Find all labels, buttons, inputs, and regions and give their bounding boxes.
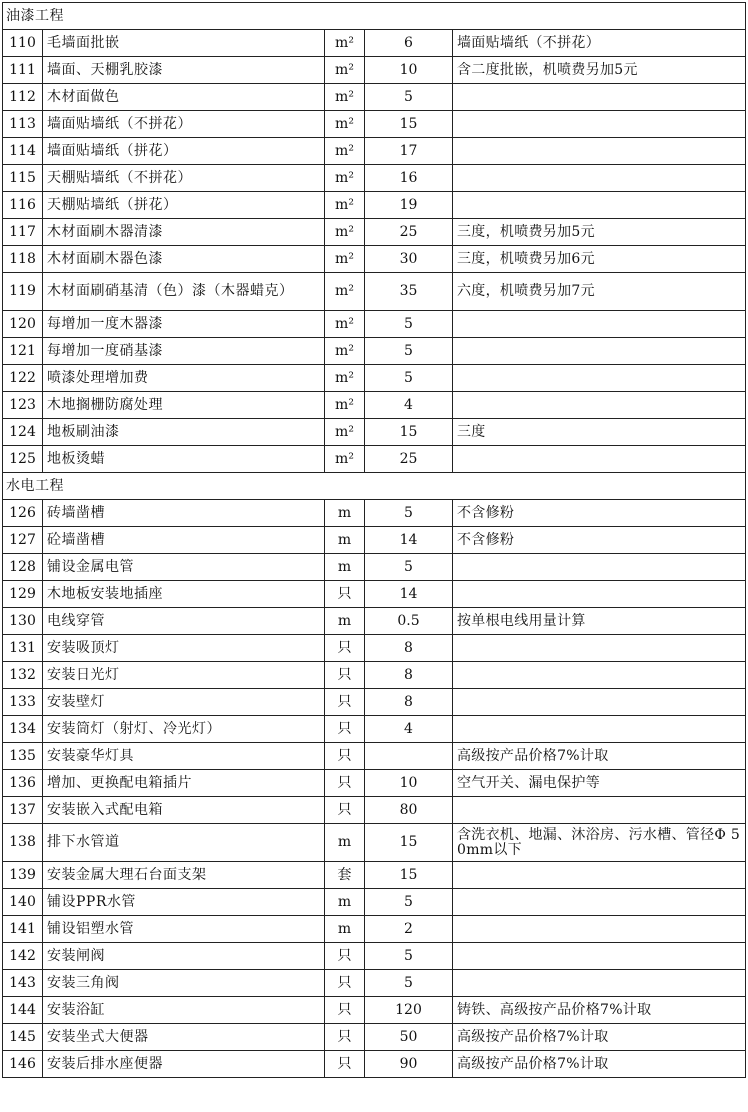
item-name: 安装坐式大便器 [43, 1024, 325, 1051]
item-note: 高级按产品价格7%计取 [453, 743, 746, 770]
item-name: 木材面刷木器清漆 [43, 219, 325, 246]
item-unit: 只 [325, 662, 365, 689]
item-note [453, 165, 746, 192]
item-number: 123 [3, 392, 43, 419]
item-note [453, 84, 746, 111]
table-row [3, 716, 746, 743]
item-number: 112 [3, 84, 43, 111]
item-price: 30 [365, 246, 453, 273]
item-unit: m [325, 608, 365, 635]
item-number: 118 [3, 246, 43, 273]
item-price: 10 [365, 57, 453, 84]
item-price: 90 [365, 1051, 453, 1078]
item-number: 127 [3, 527, 43, 554]
table-row [3, 689, 746, 716]
item-name: 砼墙凿槽 [43, 527, 325, 554]
item-name: 木地板安装地插座 [43, 581, 325, 608]
item-unit: m² [325, 84, 365, 111]
section-header-row [3, 473, 746, 500]
item-unit: m² [325, 338, 365, 365]
table-row [3, 970, 746, 997]
item-note: 高级按产品价格7%计取 [453, 1051, 746, 1078]
item-note: 铸铁、高级按产品价格7%计取 [453, 997, 746, 1024]
item-note: 三度，机喷费另加6元 [453, 246, 746, 273]
table-row [3, 997, 746, 1024]
item-price: 5 [365, 338, 453, 365]
item-note [453, 916, 746, 943]
item-number: 117 [3, 219, 43, 246]
table-row [3, 392, 746, 419]
table-row [3, 500, 746, 527]
table-row [3, 916, 746, 943]
table-row [3, 246, 746, 273]
item-price: 5 [365, 554, 453, 581]
item-price: 120 [365, 997, 453, 1024]
item-number: 115 [3, 165, 43, 192]
item-unit: m² [325, 273, 365, 311]
item-number: 110 [3, 30, 43, 57]
item-note: 含二度批嵌，机喷费另加5元 [453, 57, 746, 84]
item-number: 120 [3, 311, 43, 338]
item-unit: 只 [325, 743, 365, 770]
item-price: 17 [365, 138, 453, 165]
table-row [3, 192, 746, 219]
item-unit: m² [325, 311, 365, 338]
item-note: 三度 [453, 419, 746, 446]
item-name: 铺设PPR水管 [43, 889, 325, 916]
item-price: 5 [365, 943, 453, 970]
item-unit: 只 [325, 635, 365, 662]
item-price: 0.5 [365, 608, 453, 635]
item-number: 128 [3, 554, 43, 581]
item-price: 15 [365, 419, 453, 446]
table-row [3, 943, 746, 970]
table-row [3, 165, 746, 192]
item-name: 铺设金属电管 [43, 554, 325, 581]
item-number: 140 [3, 889, 43, 916]
table-row [3, 743, 746, 770]
item-name: 喷漆处理增加费 [43, 365, 325, 392]
item-name: 安装日光灯 [43, 662, 325, 689]
item-note [453, 970, 746, 997]
item-number: 129 [3, 581, 43, 608]
item-name: 每增加一度硝基漆 [43, 338, 325, 365]
item-name: 安装三角阀 [43, 970, 325, 997]
item-number: 143 [3, 970, 43, 997]
price-table [2, 2, 746, 1078]
item-note [453, 365, 746, 392]
item-unit: m² [325, 111, 365, 138]
item-note: 不含修粉 [453, 500, 746, 527]
table-row [3, 554, 746, 581]
item-name: 墙面贴墙纸（不拼花） [43, 111, 325, 138]
item-number: 111 [3, 57, 43, 84]
item-name: 安装浴缸 [43, 997, 325, 1024]
item-unit: m² [325, 419, 365, 446]
item-note [453, 797, 746, 824]
item-price: 5 [365, 84, 453, 111]
item-unit: 只 [325, 943, 365, 970]
table-row [3, 365, 746, 392]
item-price: 19 [365, 192, 453, 219]
item-note [453, 716, 746, 743]
item-name: 地板刷油漆 [43, 419, 325, 446]
item-price: 2 [365, 916, 453, 943]
item-number: 113 [3, 111, 43, 138]
item-unit: m [325, 824, 365, 862]
item-number: 138 [3, 824, 43, 862]
item-note [453, 111, 746, 138]
item-name: 墙面贴墙纸（拼花） [43, 138, 325, 165]
table-row [3, 581, 746, 608]
item-number: 130 [3, 608, 43, 635]
table-row [3, 446, 746, 473]
item-unit: m² [325, 446, 365, 473]
item-unit: 套 [325, 862, 365, 889]
item-unit: m² [325, 392, 365, 419]
table-row [3, 111, 746, 138]
item-name: 安装嵌入式配电箱 [43, 797, 325, 824]
item-note: 按单根电线用量计算 [453, 608, 746, 635]
item-number: 124 [3, 419, 43, 446]
table-row [3, 797, 746, 824]
item-price: 14 [365, 527, 453, 554]
item-name: 安装筒灯（射灯、冷光灯） [43, 716, 325, 743]
item-name: 毛墙面批嵌 [43, 30, 325, 57]
item-name: 木地搁栅防腐处理 [43, 392, 325, 419]
item-note: 三度，机喷费另加5元 [453, 219, 746, 246]
item-number: 133 [3, 689, 43, 716]
item-price [365, 743, 453, 770]
item-note [453, 311, 746, 338]
table-row [3, 84, 746, 111]
item-name: 铺设铝塑水管 [43, 916, 325, 943]
item-price: 15 [365, 862, 453, 889]
item-name: 每增加一度木器漆 [43, 311, 325, 338]
item-note [453, 943, 746, 970]
section-header-row [3, 3, 746, 30]
item-name: 安装壁灯 [43, 689, 325, 716]
table-row [3, 219, 746, 246]
item-price: 15 [365, 111, 453, 138]
item-name: 排下水管道 [43, 824, 325, 862]
item-note [453, 446, 746, 473]
item-number: 135 [3, 743, 43, 770]
item-name: 木材面刷硝基清（色）漆（木器蜡克） [43, 273, 325, 311]
item-note [453, 862, 746, 889]
item-name: 安装后排水座便器 [43, 1051, 325, 1078]
item-note [453, 192, 746, 219]
item-number: 145 [3, 1024, 43, 1051]
item-note [453, 581, 746, 608]
table-row [3, 30, 746, 57]
item-price: 5 [365, 500, 453, 527]
item-unit: m² [325, 57, 365, 84]
item-price: 25 [365, 219, 453, 246]
item-price: 10 [365, 770, 453, 797]
item-price: 4 [365, 716, 453, 743]
item-number: 141 [3, 916, 43, 943]
item-price: 14 [365, 581, 453, 608]
item-price: 50 [365, 1024, 453, 1051]
item-number: 134 [3, 716, 43, 743]
item-number: 125 [3, 446, 43, 473]
table-row [3, 770, 746, 797]
item-note [453, 662, 746, 689]
item-number: 137 [3, 797, 43, 824]
item-price: 15 [365, 824, 453, 862]
item-unit: m² [325, 192, 365, 219]
item-number: 146 [3, 1051, 43, 1078]
item-unit: m² [325, 30, 365, 57]
item-unit: 只 [325, 1051, 365, 1078]
item-unit: m [325, 554, 365, 581]
item-note: 高级按产品价格7%计取 [453, 1024, 746, 1051]
item-note: 空气开关、漏电保护等 [453, 770, 746, 797]
table-row [3, 273, 746, 311]
item-name: 天棚贴墙纸（拼花） [43, 192, 325, 219]
item-unit: m² [325, 138, 365, 165]
item-number: 122 [3, 365, 43, 392]
item-unit: m [325, 916, 365, 943]
table-row [3, 138, 746, 165]
item-name: 墙面、天棚乳胶漆 [43, 57, 325, 84]
item-number: 116 [3, 192, 43, 219]
item-note [453, 889, 746, 916]
table-row [3, 311, 746, 338]
item-name: 地板烫蜡 [43, 446, 325, 473]
item-number: 144 [3, 997, 43, 1024]
item-price: 8 [365, 662, 453, 689]
item-note: 六度，机喷费另加7元 [453, 273, 746, 311]
table-row [3, 889, 746, 916]
item-unit: m² [325, 365, 365, 392]
item-name: 砖墙凿槽 [43, 500, 325, 527]
item-name: 安装闸阀 [43, 943, 325, 970]
item-name: 木材面做色 [43, 84, 325, 111]
item-number: 136 [3, 770, 43, 797]
item-name: 安装豪华灯具 [43, 743, 325, 770]
item-price: 6 [365, 30, 453, 57]
table-row [3, 338, 746, 365]
item-unit: m² [325, 246, 365, 273]
item-name: 安装吸顶灯 [43, 635, 325, 662]
table-row [3, 635, 746, 662]
item-unit: 只 [325, 581, 365, 608]
item-price: 5 [365, 311, 453, 338]
item-price: 5 [365, 970, 453, 997]
item-number: 142 [3, 943, 43, 970]
item-price: 35 [365, 273, 453, 311]
item-note [453, 138, 746, 165]
item-note [453, 338, 746, 365]
item-unit: 只 [325, 970, 365, 997]
item-unit: m² [325, 165, 365, 192]
item-unit: m [325, 500, 365, 527]
item-note [453, 554, 746, 581]
table-row [3, 527, 746, 554]
item-name: 电线穿管 [43, 608, 325, 635]
item-name: 木材面刷木器色漆 [43, 246, 325, 273]
item-price: 8 [365, 635, 453, 662]
item-name: 增加、更换配电箱插片 [43, 770, 325, 797]
table-row [3, 862, 746, 889]
item-unit: 只 [325, 770, 365, 797]
item-price: 4 [365, 392, 453, 419]
item-unit: 只 [325, 689, 365, 716]
table-row [3, 608, 746, 635]
item-number: 139 [3, 862, 43, 889]
table-row [3, 57, 746, 84]
item-unit: m [325, 889, 365, 916]
item-price: 25 [365, 446, 453, 473]
item-note [453, 689, 746, 716]
table-row [3, 824, 746, 862]
item-number: 121 [3, 338, 43, 365]
table-row [3, 662, 746, 689]
item-unit: m² [325, 219, 365, 246]
item-price: 8 [365, 689, 453, 716]
item-number: 132 [3, 662, 43, 689]
table-row [3, 1051, 746, 1078]
section-title: 油漆工程 [3, 3, 746, 30]
item-note [453, 392, 746, 419]
item-number: 131 [3, 635, 43, 662]
section-title: 水电工程 [3, 473, 746, 500]
item-price: 5 [365, 889, 453, 916]
item-price: 16 [365, 165, 453, 192]
item-name: 天棚贴墙纸（不拼花） [43, 165, 325, 192]
item-unit: m [325, 527, 365, 554]
table-row [3, 419, 746, 446]
item-note: 不含修粉 [453, 527, 746, 554]
item-number: 119 [3, 273, 43, 311]
item-unit: 只 [325, 716, 365, 743]
item-number: 126 [3, 500, 43, 527]
item-unit: 只 [325, 797, 365, 824]
item-unit: 只 [325, 997, 365, 1024]
item-number: 114 [3, 138, 43, 165]
item-unit: 只 [325, 1024, 365, 1051]
item-price: 5 [365, 365, 453, 392]
item-note: 墙面贴墙纸（不拼花） [453, 30, 746, 57]
item-price: 80 [365, 797, 453, 824]
item-note [453, 635, 746, 662]
item-note: 含洗衣机、地漏、沐浴房、污水槽、管径Φ 50mm以下 [453, 824, 746, 862]
item-name: 安装金属大理石台面支架 [43, 862, 325, 889]
table-row [3, 1024, 746, 1051]
